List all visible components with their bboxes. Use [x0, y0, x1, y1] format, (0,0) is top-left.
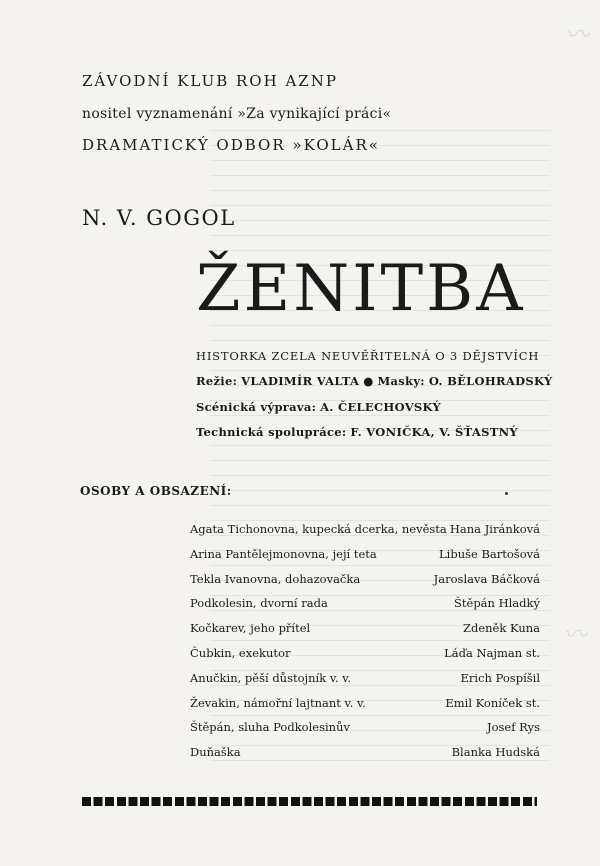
rezie-label: Režie:	[196, 374, 238, 388]
cast-heading: OSOBY A OBSAZENÍ:	[80, 484, 232, 498]
play-title: ŽENITBA	[196, 252, 526, 326]
cast-role: Čubkin, exekutor	[190, 645, 291, 660]
cast-actor: Láďa Najman st.	[444, 645, 540, 660]
cast-actor: Josef Rys	[486, 720, 540, 735]
bleed-through-mark-mid: 〰	[558, 620, 588, 648]
credits-scenography	[196, 400, 441, 414]
cast-actor: Jaroslava Báčková	[433, 571, 540, 586]
cast-actor: Erich Pospíšil	[460, 670, 540, 685]
masky-name: O. BĚLOHRADSKÝ	[428, 374, 553, 388]
cast-role: Podkolesin, dvorní rada	[190, 596, 328, 611]
cast-role: Anučkin, pěší důstojník v. v.	[190, 670, 352, 685]
cast-row	[190, 572, 540, 597]
cast-actor: Zdeněk Kuna	[462, 621, 540, 636]
cast-row	[190, 720, 540, 745]
cast-role: Tekla Ivanovna, dohazovačka	[190, 571, 361, 586]
cast-row	[190, 596, 540, 621]
club-name: ZÁVODNÍ KLUB ROH AZNP	[82, 72, 338, 90]
cast-actor: Libuše Bartošová	[439, 546, 540, 561]
cast-actor: Hana Jiránková	[449, 522, 540, 536]
cast-row	[190, 696, 540, 721]
stray-dot	[505, 492, 508, 495]
bleed-through-mark-top: 〰	[560, 20, 590, 48]
award-line: nositel vyznamenání »Za vynikající práci«	[82, 106, 392, 122]
author: N. V. GOGOL	[82, 206, 236, 230]
cast-role: Duňaška	[190, 745, 241, 760]
masky-label: Masky:	[377, 374, 425, 388]
cast-role: Ževakin, námořní lajtnant v. v.	[190, 695, 366, 710]
play-subtitle: HISTORKA ZCELA NEUVĚŘITELNÁ O 3 DĚJSTVÍCH	[196, 349, 540, 363]
cast-row	[190, 621, 540, 646]
cast-actor: Emil Koníček st.	[445, 695, 540, 710]
spoluprace-label: Technická spolupráce:	[196, 425, 347, 439]
drama-department: DRAMATICKÝ ODBOR »KOLÁR«	[82, 136, 380, 154]
cast-list	[190, 522, 540, 770]
cast-actor: Štěpán Hladký	[454, 596, 540, 611]
cast-row	[190, 646, 540, 671]
cast-row	[190, 745, 540, 770]
cast-role: Agata Tichonovna, kupecká dcerka, nevěsta	[190, 522, 447, 536]
cast-row	[190, 547, 540, 572]
cast-row	[190, 522, 540, 547]
cast-role: Arina Pantělejmonovna, její teta	[190, 546, 377, 561]
cast-actor: Blanka Hudská	[451, 745, 540, 760]
cast-row	[190, 671, 540, 696]
vyprava-name: A. ČELECHOVSKÝ	[320, 400, 442, 414]
credits-technical	[196, 425, 518, 439]
vyprava-label: Scénická výprava:	[196, 400, 317, 414]
cast-role: Štěpán, sluha Podkolesinův	[190, 720, 350, 735]
bullet-icon: ●	[363, 374, 374, 388]
decorative-block-border	[82, 797, 537, 806]
cast-role: Kočkarev, jeho přítel	[190, 621, 311, 636]
spoluprace-name: F. VONIČKA, V. ŠŤASTNÝ	[350, 425, 518, 439]
rezie-name: VLADIMÍR VALTA	[241, 374, 360, 388]
credits-direction-masks	[196, 374, 553, 388]
